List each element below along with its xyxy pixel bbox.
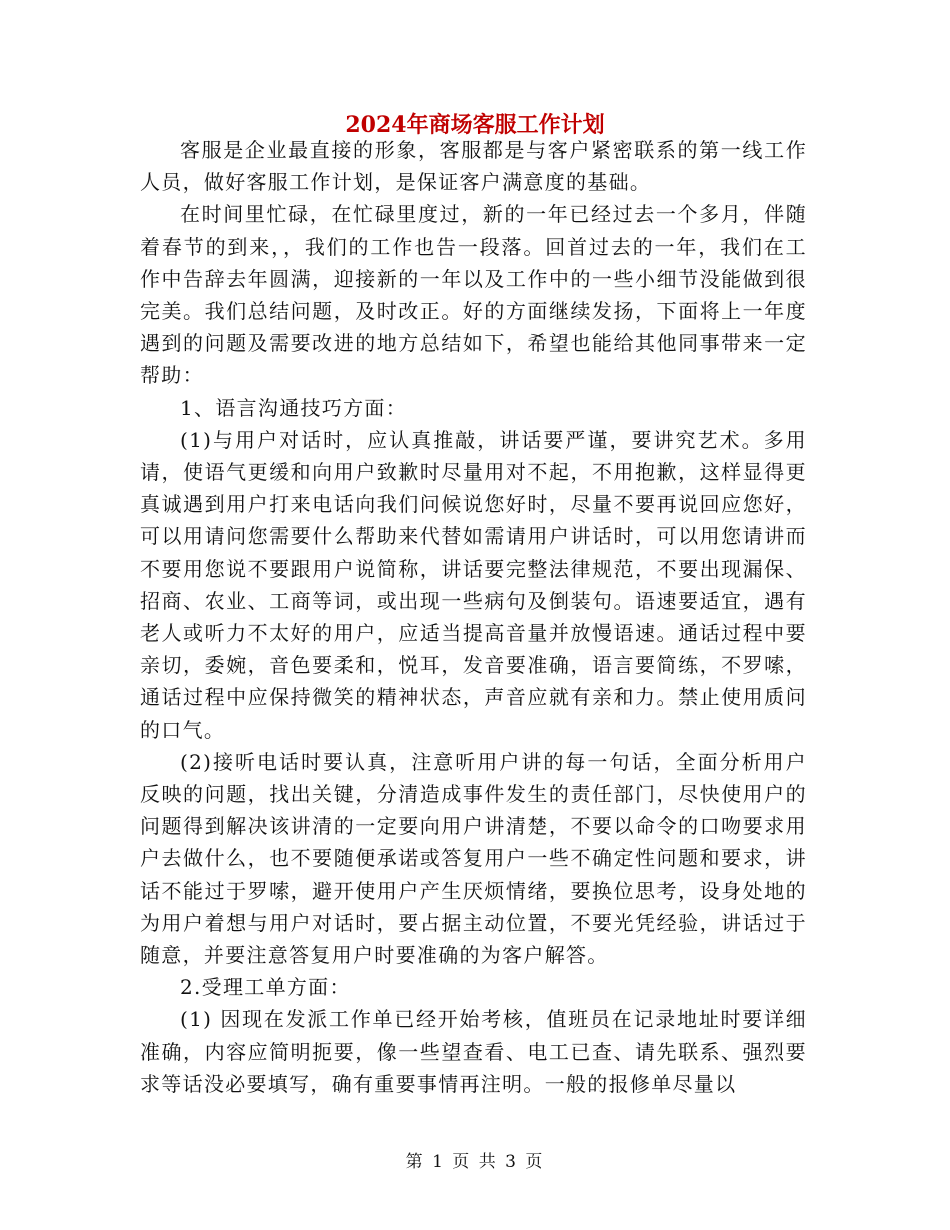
paragraph-review: 在时间里忙碌，在忙碌里度过，新的一年已经过去一个多月，伴随着春节的到来，，我们的工作也告一段落。回首过去的一年，我们在工作中告辞去年圆满，迎接新的一年以及工作中的一些小细节没能做到很完美。我们总结问题，及时改正。好的方面继续发扬，下面将上一年度遇到的问题及需要改进的地方总结如下，希望也能给其他同事带来一定帮助： bbox=[140, 202, 807, 388]
paragraph-item-2-1: (1) 因现在发派工作单已经开始考核，值班员在记录地址时要详细准确，内容应简明扼要，像一些望查看、电工已查、请先联系、强烈要求等话没必要填写，确有重要事情再注明。一般的报修单尽量以 bbox=[140, 1007, 807, 1096]
section-heading-work-orders: 2.受理工单方面： bbox=[180, 975, 351, 1000]
paragraph-intro: 客服是企业最直接的形象，客服都是与客户紧密联系的第一线工作人员，做好客服工作计划，是保证客户满意度的基础。 bbox=[140, 138, 807, 195]
paragraph-item-1-1: (1)与用户对话时，应认真推敲，讲话要严谨，要讲究艺术。多用请，使语气更缓和向用户致歉时尽量用对不起，不用抱歉，这样显得更真诚遇到用户打来电话向我们问候说您好时，尽量不要再说回应您好，可以用请问您需要什么帮助来代替如需请用户讲话时，可以用您请讲而不要用您说不要跟用户说简称，讲话要完整法律规范，不要出现漏保、招商、农业、工商等词，或出现一些病句及倒装句。语速要适宜，遇有老人或听力不太好的用户，应适当提高音量并放慢语速。通话过程中要亲切，委婉，音色要柔和，悦耳，发音要准确，语言要简练，不罗嗦，通话过程中应保持微笑的精神状态，声音应就有亲和力。禁止使用质问的口气。 bbox=[140, 427, 807, 742]
document-body bbox=[140, 134, 807, 1100]
paragraph-item-1-2: (2)接听电话时要认真，注意听用户讲的每一句话，全面分析用户反映的问题，找出关键，分清造成事件发生的责任部门，尽快使用户的问题得到解决该讲清的一定要向用户讲清楚，不要以命令的口吻要求用户去做什么，也不要随便承诺或答复用户一些不确定性问题和要求，讲话不能过于罗嗦，避开使用户产生厌烦情绪，要换位思考，设身处地的为用户着想与用户对话时，要占据主动位置，不要光凭经验，讲话过于随意，并要注意答复用户时要准确的为客户解答。 bbox=[140, 749, 807, 968]
document-title: 2024年商场客服工作计划 bbox=[345, 112, 605, 138]
page-number-footer: 第 1 页 共 3 页 bbox=[405, 1152, 545, 1172]
section-heading-communication: 1、语言沟通技巧方面： bbox=[180, 395, 408, 420]
